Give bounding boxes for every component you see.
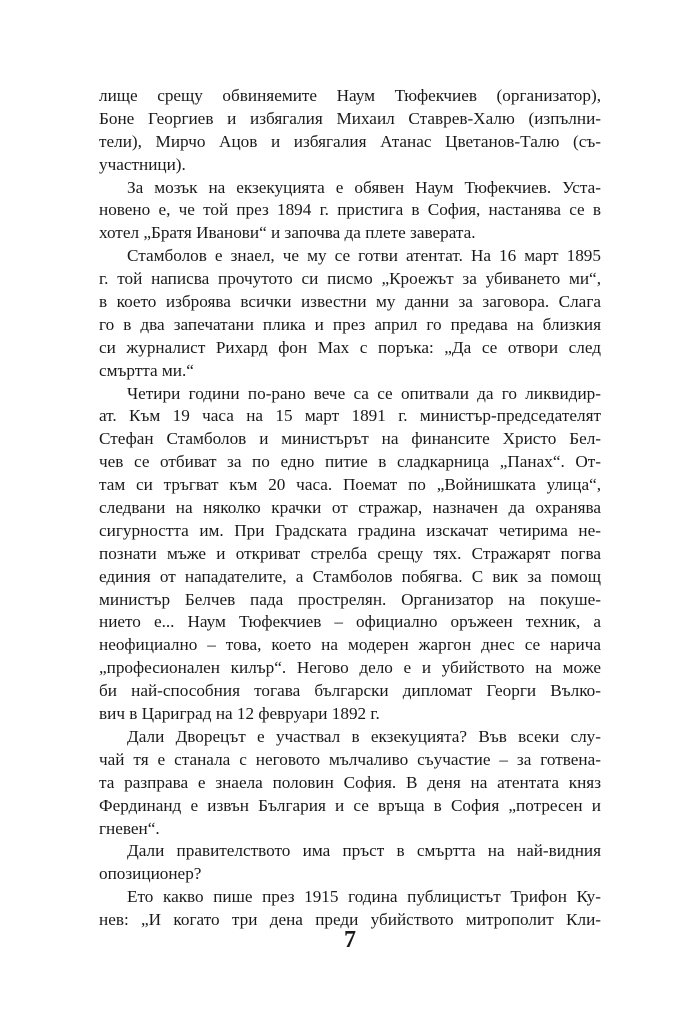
- text-line: би най-способния тогава български дипломат Георги Вълко-: [99, 681, 601, 701]
- text-line: Ето какво пише през 1915 година публицистът Трифон Ку-: [127, 887, 601, 907]
- text-line: Четири години по-рано вече са се опитвали да го ликвидир-: [127, 383, 601, 403]
- text-line: хотел „Братя Иванови“ и започва да плете заверата.: [99, 223, 476, 243]
- text-line: министър Белчев пада прострелян. Организатор на покуше-: [99, 589, 601, 609]
- text-line: Фердинанд е извън България и се връща в София „потресен и: [99, 795, 601, 815]
- text-line: си журналист Рихард фон Мах с поръка: „Да се отвори след: [99, 337, 601, 357]
- text-line: неофициално – това, което на модерен жаргон днес се нарича: [99, 635, 601, 655]
- text-line: смъртта ми.“: [99, 360, 194, 380]
- text-line: Боне Георгиев и избягалия Михаил Ставрев-Халю (изпълни-: [99, 108, 601, 128]
- text-line: новено е, че той през 1894 г. пристига в София, настанява се в: [99, 200, 601, 220]
- text-line: „професионален килър“. Негово дело е и убийството на може: [99, 658, 601, 678]
- text-line: Стамболов е знаел, че му се готви атентат. На 16 март 1895: [127, 246, 601, 266]
- text-line: Стефан Стамболов и министърът на финансите Христо Бел-: [99, 429, 601, 449]
- text-line: За мозък на екзекуцията е обявен Наум Тюфекчиев. Уста-: [127, 177, 601, 197]
- text-line: единия от нападателите, а Стамболов побягва. С вик за помощ: [99, 566, 601, 586]
- text-line: Дали Дворецът е участвал в екзекуцията? Във всеки слу-: [127, 726, 601, 746]
- text-line: там си тръгват към 20 часа. Поемат по „Войнишката улица“,: [99, 475, 601, 495]
- text-line: познати мъже и откриват стрелба срещу тях. Стражарят погва: [99, 543, 601, 563]
- text-line: ат. Към 19 часа на 15 март 1891 г. министър-председателят: [99, 406, 601, 426]
- text-line: гневен“.: [99, 818, 160, 838]
- text-line: г. той написва прочутото си писмо „Кроежът за убиването ми“,: [99, 269, 601, 289]
- text-line: нието е... Наум Тюфекчиев – официално оръжеен техник, а: [99, 612, 601, 632]
- text-line: го в два запечатани плика и през април го предава на близкия: [99, 314, 601, 334]
- text-line: сигурността им. При Градската градина изскачат четирима не-: [99, 520, 601, 540]
- text-line: в което изброява всички известни му данни за заговора. Слага: [99, 292, 601, 312]
- text-line: Дали правителството има пръст в смъртта на най-видния: [127, 841, 601, 861]
- text-line: чай тя е станала с неговото мълчаливо съучастие – за готвена-: [99, 749, 601, 769]
- text-line: тели), Мирчо Ацов и избягалия Атанас Цветанов-Талю (съ-: [99, 131, 601, 151]
- text-line: нев: „И когато три дена преди убийството митрополит Кли-: [99, 910, 601, 930]
- text-line: вич в Цариград на 12 февруари 1892 г.: [99, 704, 380, 724]
- page-number: 7: [344, 927, 356, 953]
- text-line: следвани на няколко крачки от стражар, назначен да охранява: [99, 498, 601, 518]
- text-line: участници).: [99, 154, 186, 174]
- text-line: опозиционер?: [99, 864, 202, 884]
- body-text: [99, 85, 601, 932]
- text-line: лище срещу обвиняемите Наум Тюфекчиев (организатор),: [99, 86, 601, 105]
- text-line: чев се отбиват за по едно питие в сладкарница „Панах“. От-: [99, 452, 601, 472]
- text-line: та разправа е знаела половин София. В деня на атентата княз: [99, 772, 601, 792]
